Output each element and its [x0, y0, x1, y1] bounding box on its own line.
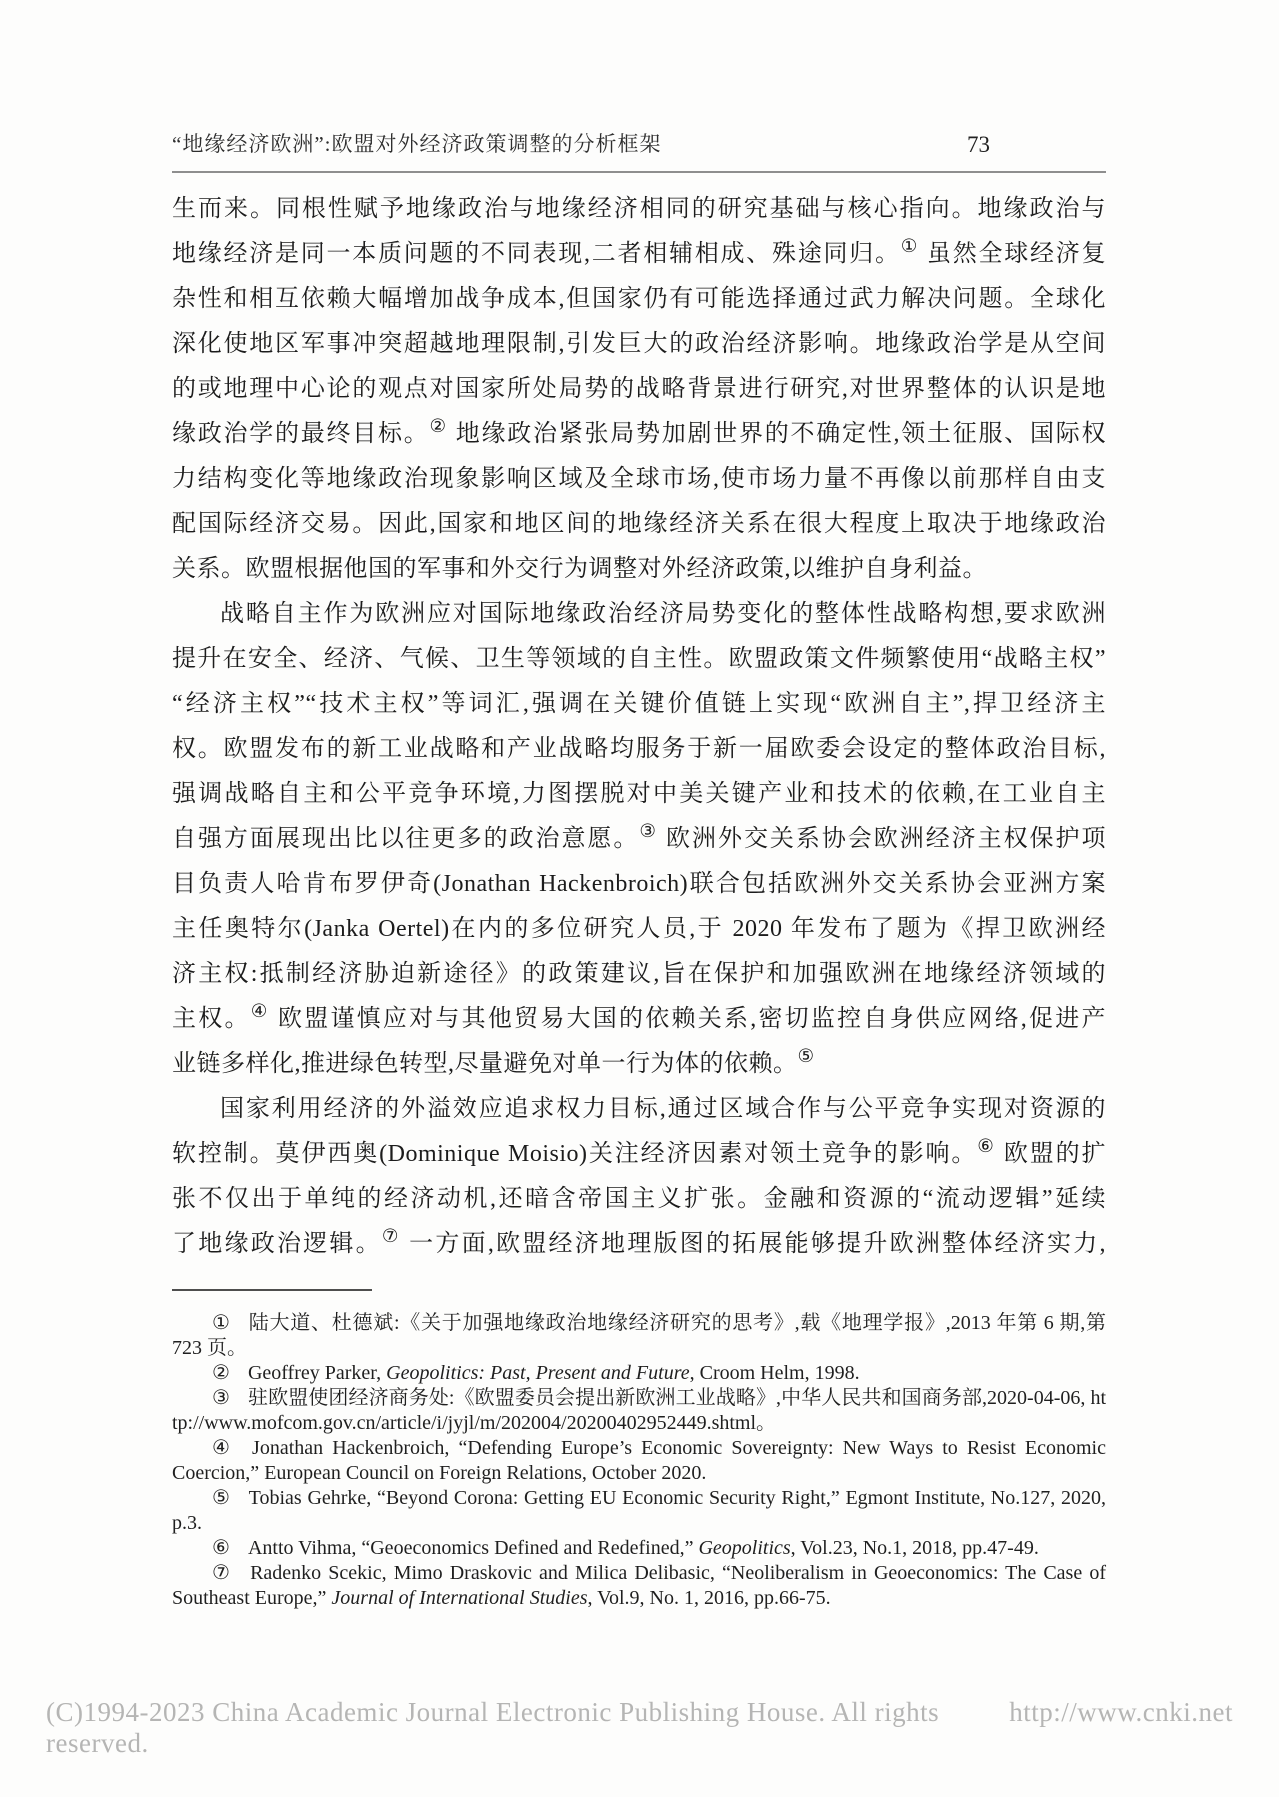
footnote-text: Radenko Scekic, Mimo Draskovic and Milica Delibasic, “Neoliberalism in Geoeconomics: The Case of Southeast Europe,”: [172, 1562, 1106, 1609]
body-line: 生而来。同根性赋予地缘政治与地缘经济相同的研究基础与核心指向。地缘政治与: [172, 196, 1106, 222]
footnote-marker: ⑦: [212, 1562, 233, 1584]
body-line: 缘政治学的最终目标。② 地缘政治紧张局势加剧世界的不确定性,领土征服、国际权: [172, 416, 1107, 447]
footnote-marker: ⑤: [212, 1487, 231, 1509]
body-line: 张不仅出于单纯的经济动机,还暗含帝国主义扩张。金融和资源的“流动逻辑”延续: [172, 1186, 1106, 1212]
body-line: 了地缘政治逻辑。⑦ 一方面,欧盟经济地理版图的拓展能够提升欧洲整体经济实力,: [172, 1226, 1107, 1257]
footnote-ref: ⑥: [977, 1136, 996, 1157]
footnote-item: [172, 1486, 1106, 1536]
body-line: 业链多样化,推进绿色转型,尽量避免对单一行为体的依赖。⑤: [172, 1046, 815, 1077]
footnote-ref: ⑤: [797, 1046, 815, 1067]
footnote-text: , Vol.9, No. 1, 2016, pp.66-75.: [587, 1587, 831, 1609]
body-line: 目负责人哈肯布罗伊奇(Jonathan Hackenbroich)联合包括欧洲外交关系协会亚洲方案: [172, 871, 1106, 897]
body-line: 力结构变化等地缘政治现象影响区域及全球市场,使市场力量不再像以前那样自由支: [172, 466, 1106, 492]
running-head: [172, 0, 1106, 158]
footnote-text: Tobias Gehrke, “Beyond Corona: Getting EU Economic Security Right,” Egmont Institute, No.127, 2020, p.3.: [172, 1487, 1106, 1534]
body-line: 地缘经济是同一本质问题的不同表现,二者相辅相成、殊途同归。① 虽然全球经济复: [172, 236, 1107, 267]
body-line: 自强方面展现出比以往更多的政治意愿。③ 欧洲外交关系协会欧洲经济主权保护项: [172, 821, 1106, 852]
footnote-ref: ④: [250, 1001, 270, 1022]
footnote-item: [172, 1561, 1106, 1611]
footnote-text: , Vol.23, No.1, 2018, pp.47-49.: [790, 1537, 1039, 1559]
footnote-ref: ⑦: [381, 1226, 401, 1247]
body-line: 济主权:抵制经济胁迫新途径》的政策建议,旨在保护和加强欧洲在地缘经济领域的: [172, 961, 1106, 987]
running-head-title: “地缘经济欧洲”:欧盟对外经济政策调整的分析框架: [172, 132, 662, 156]
body-line: 配国际经济交易。因此,国家和地区间的地缘经济关系在很大程度上取决于地缘政治: [172, 511, 1106, 537]
body-line: 杂性和相互依赖大幅增加战争成本,但国家仍有可能选择通过武力解决问题。全球化: [172, 286, 1106, 312]
footnote-text: Antto Vihma, “Geoeconomics Defined and Redefined,”: [247, 1537, 699, 1559]
body-line: 主任奥特尔(Janka Oertel)在内的多位研究人员,于 2020 年发布了题为《捍卫欧洲经: [172, 916, 1106, 942]
footnote-text: , Croom Helm, 1998.: [689, 1362, 860, 1384]
footnote-item: [172, 1436, 1106, 1486]
body-line: 国家利用经济的外溢效应追求权力目标,通过区域合作与公平竞争实现对资源的: [220, 1096, 1106, 1122]
footnote-marker: ②: [212, 1362, 230, 1384]
body-line: 深化使地区军事冲突超越地理限制,引发巨大的政治经济影响。地缘政治学是从空间: [172, 331, 1106, 357]
footnote-separator: [172, 1289, 372, 1291]
body-line: 战略自主作为欧洲应对国际地缘政治经济局势变化的整体性战略构想,要求欧洲: [220, 601, 1106, 627]
footnote-marker: ⑥: [212, 1537, 230, 1559]
header-rule: [172, 171, 1106, 173]
page-number: 73: [967, 132, 990, 157]
footnote-text: 驻欧盟使团经济商务处:《欧盟委员会提出新欧洲工业战略》,中华人民共和国商务部,2020-04-06, http://www.mofcom.gov.cn/article/i/jyjl/m/202004/20200402952449.shtml。: [172, 1387, 1106, 1434]
footnote-marker: ④: [212, 1437, 235, 1459]
cnki-url: http://www.cnki.net: [1009, 1697, 1233, 1727]
body-line: 提升在安全、经济、气候、卫生等领域的自主性。欧盟政策文件频繁使用“战略主权”: [172, 646, 1106, 672]
body-line: 权。欧盟发布的新工业战略和产业战略均服务于新一届欧委会设定的整体政治目标,: [172, 736, 1106, 762]
footnote-ref: ③: [639, 821, 659, 842]
body-line: 关系。欧盟根据他国的军事和外交行为调整对外经济政策,以维护自身利益。: [172, 556, 987, 582]
body-line: 主权。④ 欧盟谨慎应对与其他贸易大国的依赖关系,密切监控自身供应网络,促进产: [172, 1001, 1107, 1032]
body-line: 强调战略自主和公平竞争环境,力图摆脱对中美关键产业和技术的依赖,在工业自主: [172, 781, 1106, 807]
copyright-text: (C)1994-2023 China Academic Journal Electronic Publishing House. All rights reserved.: [46, 1697, 940, 1758]
footnote-ref: ①: [900, 236, 920, 257]
footnote-marker: ③: [212, 1387, 231, 1409]
body-line: 的或地理中心论的观点对国家所处局势的战略背景进行研究,对世界整体的认识是地: [172, 376, 1106, 402]
footnotes-section: [172, 1311, 1106, 1611]
footnote-title-italic: Journal of International Studies: [331, 1587, 588, 1609]
footnote-item: [172, 1386, 1106, 1436]
footnote-text: Jonathan Hackenbroich, “Defending Europe’s Economic Sovereignty: New Ways to Resist Economic Coercion,” European Council on Foreign Relations, October 2020.: [172, 1437, 1106, 1484]
footnote-item: [172, 1311, 1106, 1361]
body-line: 软控制。莫伊西奥(Dominique Moisio)关注经济因素对领土竞争的影响。⑥ 欧盟的扩: [172, 1136, 1106, 1167]
footnote-text: 陆大道、杜德斌:《关于加强地缘政治地缘经济研究的思考》,载《地理学报》,2013 年第 6 期,第 723 页。: [172, 1312, 1106, 1359]
article-body: [172, 187, 1106, 1267]
footnote-item: [172, 1536, 1106, 1561]
footnote-marker: ①: [212, 1312, 231, 1334]
footnote-text: Geoffrey Parker,: [247, 1362, 387, 1384]
body-line: “经济主权”“技术主权”等词汇,强调在关键价值链上实现“欧洲自主”,捍卫经济主: [172, 691, 1106, 717]
footnote-title-italic: Geopolitics: [698, 1537, 791, 1559]
watermark-footer: [46, 1697, 1233, 1759]
footnote-ref: ②: [429, 416, 449, 437]
footnote-title-italic: Geopolitics: Past, Present and Future: [386, 1362, 690, 1384]
footnote-item: [172, 1361, 1106, 1386]
